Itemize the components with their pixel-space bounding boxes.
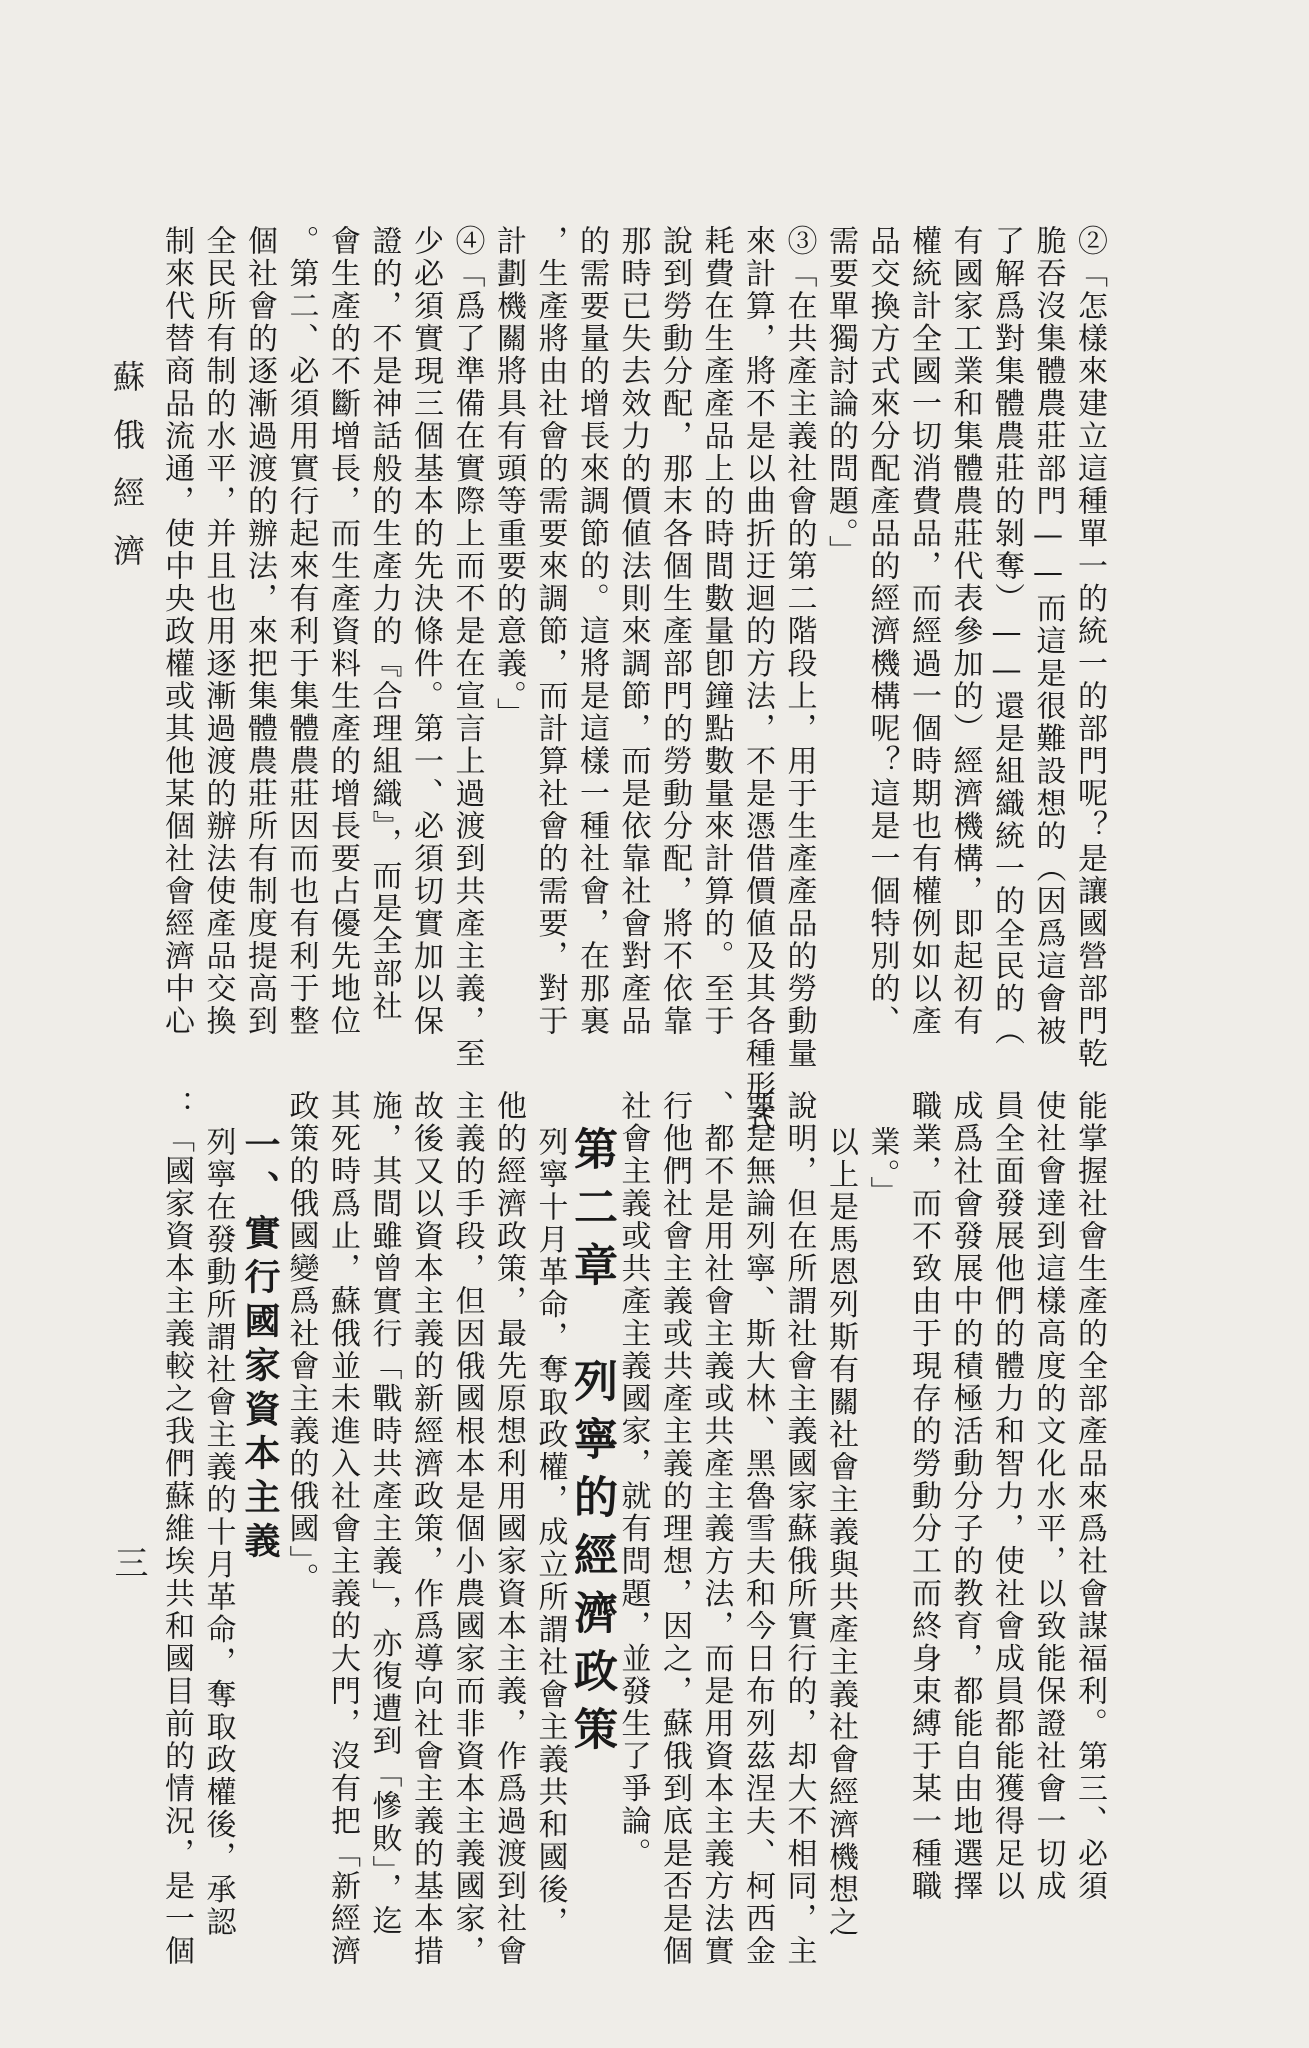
- text-column: ④「爲了準備在實際上而不是在宣言上過渡到共產主義，至: [449, 225, 485, 1070]
- text-column: 員全面發展他們的體力和智力，使社會成員都能獲得足以: [989, 1090, 1024, 1903]
- text-column: 需要單獨討論的問題。」: [823, 225, 858, 568]
- text-column: 耗費在生產產品上的時間數量卽鐘點數量來計算的。至于: [698, 225, 734, 1038]
- chapter-heading: 第二章 列寧的經濟政策: [566, 1126, 617, 1764]
- text-column: 。第二、必須用實行起來有利于集體農莊因而也有利于整: [283, 225, 319, 1038]
- text-column: ，生產將由社會的需要來調節，而計算社會的需要，對于: [532, 225, 568, 1038]
- text-column: 個社會的逐漸過渡的辦法，來把集體農莊所有制度提高到: [242, 225, 277, 1038]
- text-column: 主義的手段，但因俄國根本是個小農國家而非資本主義國家，: [449, 1090, 485, 1968]
- lower-text-block: [159, 1090, 1110, 1968]
- text-column: 列寧十月革命，奪取政權，成立所謂社會主義共和國後，: [532, 1126, 568, 1939]
- text-column: 計劃機關將具有頭等重要的意義。」: [491, 225, 526, 730]
- text-column: 的需要量的增長來調節的。這將是這樣一種社會，在那裏: [574, 225, 609, 1038]
- text-column: ：「國家資本主義較之我們蘇維埃共和國目前的情況，是一個: [159, 1090, 194, 1968]
- text-column: 要是無論列寧、斯大林、黑魯雪夫和今日布列茲涅夫、柯西金: [740, 1090, 775, 1968]
- text-column: 會生產的不斷增長，而生產資料生產的增長要占優先地位: [325, 225, 360, 1038]
- text-column: 說到勞動分配，那末各個生產部門的勞動分配，將不依靠: [657, 225, 692, 1038]
- page-number: 三: [108, 1545, 148, 1579]
- text-column: 故後又以資本主義的新經濟政策，作爲導向社會主義的基本措: [408, 1090, 443, 1968]
- text-column: 他的經濟政策，最先原想利用國家資本主義，作爲過渡到社會: [491, 1090, 526, 1968]
- text-column: 脆吞沒集體農莊部門——而這是很難設想的（因爲這會被: [1030, 225, 1066, 1048]
- section-heading: 一、實行國家資本主義: [239, 1126, 281, 1566]
- text-column: 能掌握社會生產的全部產品來爲社會謀福利。第三、必須: [1072, 1090, 1107, 1903]
- text-column: 了解爲對集體農莊的剝奪）——還是組織統一的全民的（: [989, 225, 1024, 1048]
- text-column: 少必須實現三個基本的先決條件。第一、必須切實加以保: [408, 225, 443, 1038]
- text-column: 列寧在發動所謂社會主義的十月革命，奪取政權後，承認: [200, 1126, 236, 1939]
- text-column: 政策的俄國變爲社會主義的俄國」。: [283, 1090, 319, 1595]
- upper-text-block: [159, 225, 1110, 1135]
- text-column: 行他們社會主義或共產主義的理想，因之，蘇俄到底是否是個: [657, 1090, 692, 1968]
- text-column: 制來代替商品流通，使中央政權或其他某個社會經濟中心: [159, 225, 194, 1038]
- text-column: 說明，但在所謂社會主義國家蘇俄所實行的，却大不相同，主: [781, 1090, 817, 1968]
- text-column: 使社會達到這樣高度的文化水平，以致能保證社會一切成: [1030, 1090, 1066, 1903]
- text-column: 全民所有制的水平，并且也用逐漸過渡的辦法使產品交換: [200, 225, 236, 1038]
- text-column: 其死時爲止，蘇俄並未進入社會主義的大門，沒有把「新經濟: [325, 1090, 360, 1968]
- text-column: 有國家工業和集體農莊代表參加的）經濟機構，即起初有: [947, 225, 983, 1038]
- running-header: 蘇俄經濟: [108, 360, 146, 592]
- text-column: 品交換方式來分配產品的經濟機構呢？這是一個特別的、: [864, 225, 900, 1038]
- text-column: 、都不是用社會主義或共產主義方法，而是用資本主義方法實: [698, 1090, 734, 1968]
- text-column: 來計算，將不是以曲折迂迴的方法，不是憑借價値及其各種形式: [740, 225, 775, 1135]
- text-column: 施，其間雖曾實行「戰時共產主義」，亦復遭到「慘敗」，迄: [366, 1090, 402, 1938]
- text-column: 業。」: [864, 1126, 900, 1209]
- text-column: 成爲社會發展中的積極活動分子的教育，都能自由地選擇: [947, 1090, 983, 1903]
- text-column: ②「怎樣來建立這種單一的統一的部門呢？是讓國營部門乾: [1072, 225, 1107, 1070]
- text-column: 那時已失去效力的價値法則來調節，而是依靠社會對產品: [615, 225, 651, 1038]
- text-column: 社會主義或共產主義國家，就有問題，並發生了爭論。: [615, 1090, 651, 1870]
- text-column: 證的，不是神話般的生產力的『合理組織』，而是全部社: [366, 225, 402, 1023]
- text-column: 權統計全國一切消費品，而經過一個時期也有權例如以產: [906, 225, 941, 1038]
- text-column: ③「在共產主義社會的第二階段上，用于生產產品的勞動量: [781, 225, 817, 1070]
- text-column: 以上是馬恩列斯有關社會主義與共產主義社會經濟機想之: [823, 1126, 858, 1939]
- text-column: 職業，而不致由于現存的勞動分工而終身束縛于某一種職: [906, 1090, 941, 1903]
